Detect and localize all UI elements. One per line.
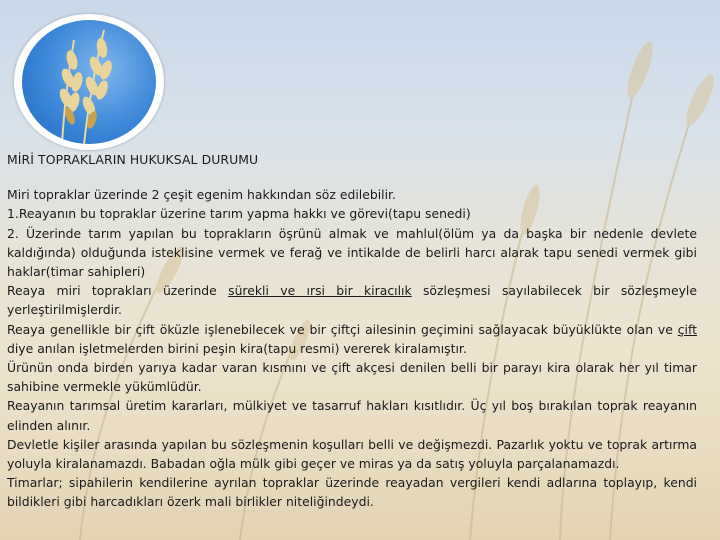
- underlined-phrase: sürekli ve ırsi bir kiracılık: [228, 283, 412, 299]
- paragraph-cift: [7, 320, 697, 358]
- wheat-icon: [22, 20, 156, 144]
- wheat-logo: [14, 14, 164, 150]
- paragraph-text: sözleşmesi sayılabilecek bir sözleşmeyle yerleştirilmişlerdir.: [7, 283, 697, 318]
- paragraph: 2. Üzerinde tarım yapılan bu toprakların öşrünü almak ve mahlul(ölüm ya da başka bir nedenle devlete kaldığında) olduğunda isteklisine vermek ve ferağ ve intikalde de belirli harcı alarak tapu senedi vermek gibi haklar(timar sahipleri): [7, 225, 697, 280]
- paragraph-text: Reaya genellikle bir çift öküzle işlenebilecek ve bir çiftçi ailesinin geçimini sağlayacak büyüklükte olan ve: [7, 321, 678, 337]
- paragraph-lease: [7, 281, 697, 319]
- wheat-logo-image: [22, 20, 156, 144]
- document-title: MİRİ TOPRAKLARIN HUKUKSAL DURUMU: [7, 152, 259, 167]
- paragraph: 1.Reayanın bu topraklar üzerine tarım yapma hakkı ve görevi(tapu senedi): [7, 206, 471, 222]
- paragraph: Ürünün onda birden yarıya kadar varan kısmını ve çift akçesi denilen belli bir parayı kira olarak her yıl timar sahibine vermekle yükümlüdür.: [7, 360, 697, 395]
- underlined-cift: çift: [677, 321, 697, 337]
- paragraph-text: Reaya miri toprakları üzerinde: [7, 283, 229, 299]
- paragraph: Reayanın tarımsal üretim kararları, mülkiyet ve tasarruf hakları kısıtlıdır. Üç yıl boş bırakılan toprak reayanın elinden alınır.: [7, 398, 697, 433]
- paragraph-text: diye anılan işletmelerden birini peşin kira(tapu resmi) vererek kiralamıştır.: [7, 340, 467, 356]
- paragraph: Timarlar; sipahilerin kendilerine ayrılan topraklar üzerinde reayadan vergileri kendi adlarına toplayıp, kendi bildikleri gibi harcadıkları özerk mali birlikler niteliğindeydi.: [7, 475, 697, 510]
- document-body: [7, 150, 697, 512]
- paragraph: Miri topraklar üzerinde 2 çeşit egenim hakkından söz edilebilir.: [7, 187, 396, 203]
- paragraph: Devletle kişiler arasında yapılan bu sözleşmenin koşulları belli ve değişmezdi. Pazarlık yoktu ve toprak artırma yoluyla kiralanamazdı. Babadan oğla mülk gibi geçer ve miras ya da satış yoluyla parçalanamazdı.: [7, 436, 697, 472]
